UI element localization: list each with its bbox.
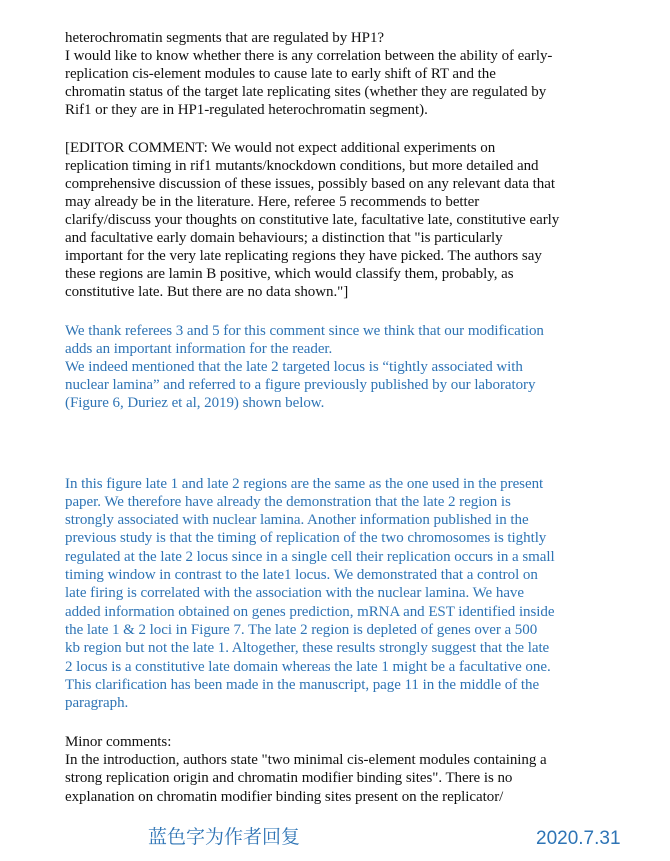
text-line: [EDITOR COMMENT: We would not expect additional experiments on (65, 140, 496, 156)
reply-text-line: paragraph. (65, 695, 129, 711)
reply-text-line: kb region but not the late 1. Altogether, these results strongly suggest that the late (65, 640, 550, 656)
reply-text-line: late firing is correlated with the association with the nuclear lamina. We have (65, 585, 524, 601)
text-line: comprehensive discussion of these issues, possibly based on any relevant data that (65, 176, 555, 192)
text-line: In the introduction, authors state "two minimal cis-element modules containing a (65, 752, 547, 768)
text-line: replication cis-element modules to cause late to early shift of RT and the (65, 66, 496, 82)
text-line: and facultative early domain behaviours; a distinction that "is particularly (65, 230, 503, 246)
reply-text-line: (Figure 6, Duriez et al, 2019) shown below. (65, 395, 325, 411)
reply-text-line: We indeed mentioned that the late 2 targeted locus is “tightly associated with (65, 359, 523, 375)
reply-text-line: previous study is that the timing of replication of the two chromosomes is tightly (65, 530, 547, 546)
reply-text-line: 2 locus is a constitutive late domain whereas the late 1 might be a facultative one. (65, 659, 551, 675)
reply-text-line: adds an important information for the reader. (65, 341, 333, 357)
reply-text-line: We thank referees 3 and 5 for this comment since we think that our modification (65, 323, 544, 339)
text-line: I would like to know whether there is any correlation between the ability of early- (65, 48, 553, 64)
reply-color-note: 蓝色字为作者回复 (148, 826, 301, 848)
reply-text-line: This clarification has been made in the manuscript, page 11 in the middle of the (65, 677, 540, 693)
text-line: constitutive late. But there are no data shown."] (65, 284, 349, 300)
reply-text-line: paper. We therefore have already the demonstration that the late 2 region is (65, 494, 511, 510)
text-line: strong replication origin and chromatin modifier binding sites". There is no (65, 770, 513, 786)
reply-text-line: added information obtained on genes prediction, mRNA and EST identified inside (65, 604, 555, 620)
reply-text-line: timing window in contrast to the late1 locus. We demonstrated that a control on (65, 567, 538, 583)
reply-text-line: In this figure late 1 and late 2 regions are the same as the one used in the present (65, 476, 544, 492)
text-line: these regions are lamin B positive, which would classify them, probably, as (65, 266, 514, 282)
reply-text-line: strongly associated with nuclear lamina. Another information published in the (65, 512, 529, 528)
reply-text-line: nuclear lamina” and referred to a figure previously published by our laboratory (65, 377, 536, 393)
text-line: explanation on chromatin modifier binding sites present on the replicator/ (65, 789, 504, 805)
text-line: replication timing in rif1 mutants/knockdown conditions, but more detailed and (65, 158, 539, 174)
text-line: Rif1 or they are in HP1-regulated heterochromatin segment). (65, 102, 428, 118)
reply-text-line: the late 1 & 2 loci in Figure 7. The late 2 region is depleted of genes over a 500 (65, 622, 538, 638)
text-line: may already be in the literature. Here, referee 5 recommends to better (65, 194, 480, 210)
section-heading: Minor comments: (65, 734, 172, 750)
text-line: important for the very late replicating regions they have picked. The authors say (65, 248, 542, 264)
reply-date: 2020.7.31 (536, 828, 621, 849)
text-line: clarify/discuss your thoughts on constitutive late, facultative late, constitutive early (65, 212, 560, 228)
text-line: heterochromatin segments that are regulated by HP1? (65, 30, 385, 46)
text-line: chromatin status of the target late replicating sites (whether they are regulated by (65, 84, 547, 100)
reply-text-line: regulated at the late 2 locus since in a single cell their replication occurs in a small (65, 549, 555, 565)
